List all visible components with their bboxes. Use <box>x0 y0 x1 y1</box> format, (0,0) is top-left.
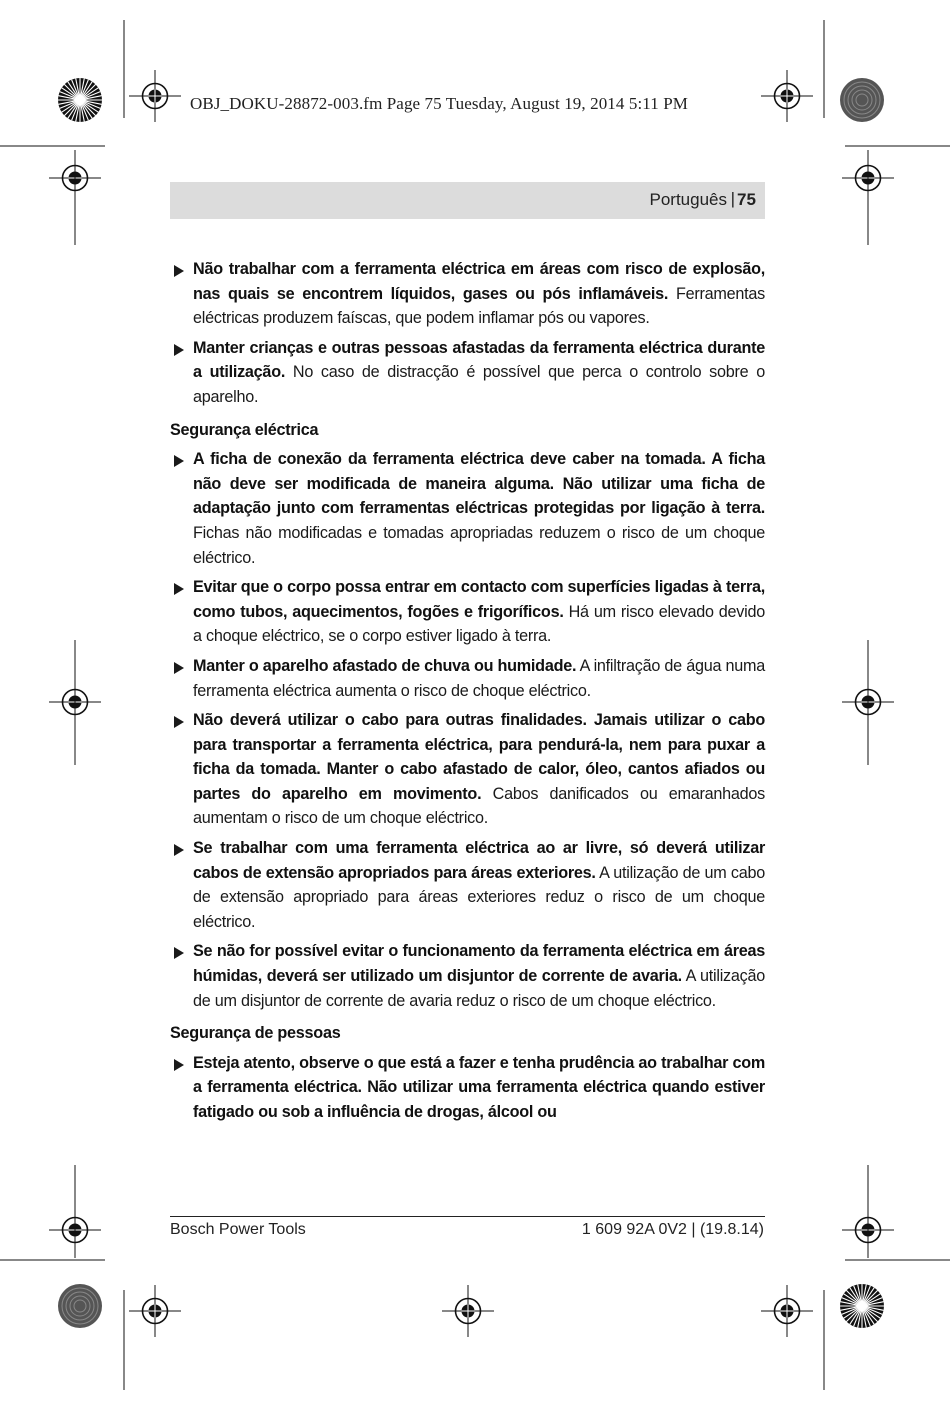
instruction-bold: Esteja atento, observe o que está a fazer e tenha prudência ao trabalhar com a ferramenta eléctrica. Não utilizar uma ferramenta eléctrica quando estiver fatigado ou sob a influência de drogas, álcool ou <box>193 1053 765 1121</box>
page-content <box>170 257 765 1130</box>
list-item <box>170 836 765 934</box>
bullet-arrow-icon <box>174 716 184 728</box>
list-item <box>170 654 765 703</box>
instruction-text: Cabos danificados ou emaranhados aumentam o risco de um choque eléctrico. <box>193 784 766 828</box>
footer-rule <box>170 1216 765 1217</box>
list-item <box>170 575 765 649</box>
list-item <box>170 708 765 831</box>
instruction-bold: Não trabalhar com a ferramenta eléctrica em áreas com risco de explosão, nas quais se encontrem líquidos, gases ou pós inflamáveis. <box>193 260 765 303</box>
language-bar <box>170 182 765 219</box>
instruction-text: A utilização de um cabo de extensão apropriado para áreas exteriores reduz o risco de um choque eléctrico. <box>193 863 765 931</box>
instruction-bold: Se não for possível evitar o funcionamento da ferramenta eléctrica em áreas húmidas, deverá ser utilizado um disjuntor de corrente de avaria. <box>193 942 765 986</box>
list-item <box>170 939 765 1013</box>
bullet-arrow-icon <box>174 344 184 356</box>
list-item <box>170 447 765 570</box>
bullet-arrow-icon <box>174 947 184 959</box>
bullet-arrow-icon <box>174 662 184 674</box>
language-label: Português <box>649 190 727 209</box>
list-item <box>170 336 765 410</box>
footer-doc-code: 1 609 92A 0V2 | (19.8.14) <box>581 1221 764 1238</box>
instruction-bold: Manter crianças e outras pessoas afastadas da ferramenta eléctrica durante a utilização. <box>193 338 765 382</box>
bullet-arrow-icon <box>174 265 184 277</box>
bullet-arrow-icon <box>174 455 184 467</box>
instruction-bold: Evitar que o corpo possa entrar em contacto com superfícies ligadas à terra, como tubos, aquecimentos, fogões e frigoríficos. <box>193 578 765 621</box>
instruction-bold: Manter o aparelho afastado de chuva ou humidade. <box>193 656 577 675</box>
instruction-bold: Não deverá utilizar o cabo para outras finalidades. Jamais utilizar o cabo para transportar a ferramenta eléctrica, para pendurá-la, nem para puxar a ficha da tomada. Manter o cabo afastado de calor, óleo, cantos afiados ou partes do aparelho em movimento. <box>193 711 765 803</box>
instruction-bold: Se trabalhar com uma ferramenta eléctrica ao ar livre, só deverá utilizar cabos de extensão apropriados para áreas exteriores. <box>193 839 765 882</box>
language-separator: | <box>730 189 735 208</box>
page-number: 75 <box>737 190 756 209</box>
print-header: OBJ_DOKU-28872-003.fm Page 75 Tuesday, August 19, 2014 5:11 PM <box>190 94 688 113</box>
instruction-bold: A ficha de conexão da ferramenta eléctrica deve caber na tomada. A ficha não deve ser modificada de maneira alguma. Não utilizar uma ficha de adaptação junto com ferramentas eléctricas protegidas por ligação à terra. <box>193 450 765 518</box>
instruction-text: Ferramentas eléctricas produzem faíscas, que podem inflamar pós ou vapores. <box>193 284 765 328</box>
instruction-text: No caso de distracção é possível que perca o controlo sobre o aparelho. <box>193 363 765 406</box>
bullet-arrow-icon <box>174 583 184 595</box>
list-item <box>170 257 765 331</box>
bullet-arrow-icon <box>174 844 184 856</box>
footer-brand: Bosch Power Tools <box>170 1221 306 1238</box>
instruction-text: A infiltração de água numa ferramenta eléctrica aumenta o risco de choque eléctrico. <box>193 656 765 700</box>
instruction-text: Há um risco elevado devido a choque eléctrico, se o corpo estiver ligado à terra. <box>193 602 765 646</box>
bullet-arrow-icon <box>174 1059 184 1071</box>
section-heading-electrical: Segurança eléctrica <box>170 420 319 439</box>
instruction-text: Fichas não modificadas e tomadas apropriadas reduzem o risco de um choque eléctrico. <box>193 523 765 567</box>
section-heading-personal: Segurança de pessoas <box>170 1024 341 1043</box>
instruction-text: A utilização de um disjuntor de corrente de avaria reduz o risco de um choque eléctrico. <box>193 967 765 1010</box>
list-item <box>170 1051 765 1125</box>
